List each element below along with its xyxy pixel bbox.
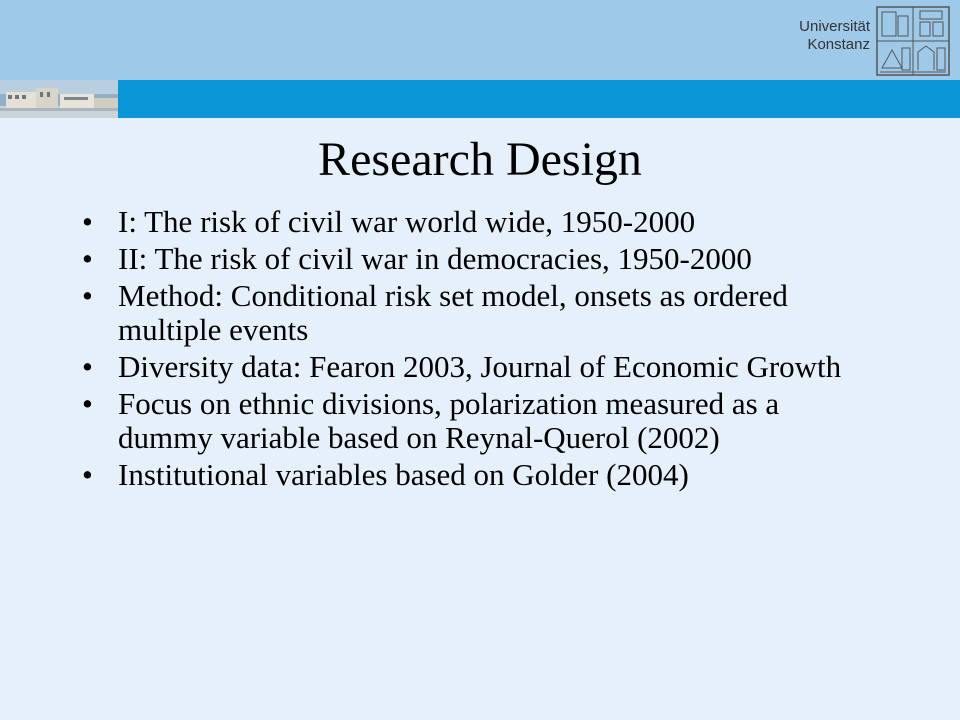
logo-line-1: Universität bbox=[799, 18, 870, 35]
university-logo bbox=[790, 6, 955, 78]
campus-photo bbox=[0, 80, 118, 118]
bullet-item: • Diversity data: Fearon 2003, Journal of Economic Growth bbox=[80, 350, 880, 384]
accent-bar bbox=[118, 80, 960, 118]
bullet-item: • Institutional variables based on Golder (2004) bbox=[80, 458, 880, 492]
bullet-item: • II: The risk of civil war in democracies, 1950-2000 bbox=[80, 242, 880, 276]
slide-title: Research Design bbox=[318, 133, 642, 186]
logo-line-2: Konstanz bbox=[807, 36, 870, 53]
bullet-item: • I: The risk of civil war world wide, 1950-2000 bbox=[80, 205, 880, 239]
logo-text bbox=[790, 18, 870, 54]
bullet-item: • Focus on ethnic divisions, polarization measured as a dummy variable based on Reynal-Querol (2002) bbox=[80, 387, 880, 455]
bullet-list bbox=[80, 205, 880, 495]
logo-emblem-icon bbox=[876, 6, 950, 76]
bullet-item: • Method: Conditional risk set model, onsets as ordered multiple events bbox=[80, 279, 880, 347]
